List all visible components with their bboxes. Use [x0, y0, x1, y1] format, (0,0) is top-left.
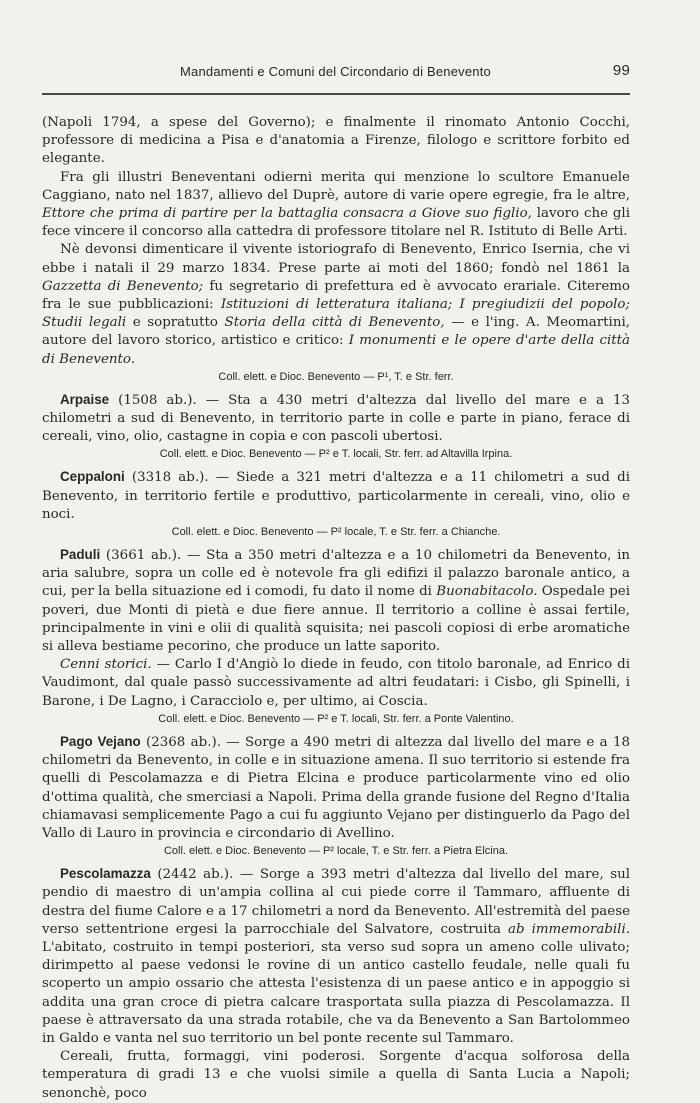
- entry-text: — Carlo I d'Angiò lo diede in feudo, con titolo baronale, ad Enrico di Vaudimont, dal quale passò successivamente ad altri feudatari: i Cisbo, gli Spinelli, i Barone, i De Lagno, i Caracciolo e, per ultimo, ai Coscia.: [42, 657, 630, 709]
- entry-pescolamazza: [42, 865, 630, 1048]
- publication-title: Gazzetta di Benevento;: [42, 278, 204, 294]
- header-title: Mandamenti e Comuni del Circondario di Benevento: [180, 64, 491, 79]
- entry-text: Ospedale pei poveri, due Monti di pietà e due fiere annue. Il territorio a colline è assai fertile, principalmente in vini e olii di qualità squisita; nei pascoli copiosi di erbe aromatiche si alleva bestiame pecorino, che produce un latte saporito.: [42, 584, 630, 655]
- comune-name: Pescolamazza: [60, 866, 151, 882]
- comune-name: Arpaise: [60, 391, 110, 407]
- page-number: 99: [612, 62, 630, 79]
- entry-text: (3661 ab.). — Sta a 350 metri d'altezza e a 10 chilometri da Benevento, in aria salubre, sopra un colle ed è notevole fra gli edifizi il palazzo baronale antico, a cui, per la bella situazione ed i comodi, fu dato il nome di: [42, 548, 630, 600]
- collegio-note: Coll. elett. e Dioc. Benevento — P² e T. locali, Str. ferr. a Ponte Valentino.: [158, 712, 514, 725]
- intro-paragraph-2: [42, 169, 630, 242]
- place-name: Buonabitacolo.: [436, 584, 538, 600]
- collegio-note: Coll. elett. e Dioc. Benevento — P¹, T. e Str. ferr.: [218, 370, 454, 383]
- intro-paragraph-1: (Napoli 1794, a spese del Governo); e finalmente il rinomato Antonio Cocchi, professore di medicina a Pisa e d'anatomia a Firenze, filologo e scrittore forbito ed elegante.: [42, 115, 630, 167]
- intro-paragraph-3: [42, 241, 630, 368]
- entry-paduli: [42, 546, 630, 656]
- entry-text: L'abitato, costruito in tempi posteriori, sta verso sud sopra un ameno colle ulivato; dirimpetto al paese vedonsi le rovine di un antico castello feudale, nelle quali fu scoperto un ampio ossario che attesta l'esistenza di un paese antico e in appoggio si addita una gran croce di pietra calcare trasportata sulla piazza di Pescolamazza. Il paese è attraversato da una strada rotabile, che va da Benevento a San Bartolommeo in Galdo e vanta nel suo territorio un bel ponte recente sul Tammaro.: [42, 939, 630, 1046]
- comune-name: Paduli: [60, 547, 101, 563]
- entry-text: (3318 ab.). — Siede a 321 metri d'altezza e a 11 chilometri a sud di Benevento, in territorio fertile e produttivo, particolarmente in cereali, vino, olio e noci.: [42, 470, 630, 522]
- collegio-note: Coll. elett. e Dioc. Benevento — P² locale, T. e Str. ferr. a Pietra Elcina.: [163, 845, 508, 858]
- artwork-title: Ettore che prima di partire per la battaglia consacra a Giove suo figlio,: [42, 206, 532, 222]
- entry-text: (2368 ab.). — Sorge a 490 metri di altezza dal livello del mare e a 18 chilometri da Benevento, in colle e in situazione amena. Il suo territorio si estende fra quelli di Pescolamazza e di Pietra Elcina e produce particolarmente vino ed olio d'ottima qualità, che smerciasi a Napoli. Prima della grande fusione del Regno d'Italia chiamavasi semplicemente Pago a cui fu aggiunto Vejano per distinguerlo da Pago del Vallo di Lauro in provincia e circondario di Avellino.: [42, 734, 630, 841]
- publication-title: Istituzioni di letteratura italiana; I pregiudizii del popolo; Studii legali: [42, 297, 631, 331]
- page-body: [42, 114, 630, 1103]
- text-run: fu segretario di prefettura ed è avvocato erariale. Citeremo fra le sue pubblicazioni:: [42, 278, 630, 313]
- text-run: — e l'ing. A. Meomartini, autore del lavoro storico, artistico e critico:: [42, 315, 630, 349]
- text-run: lavoro che gli fece vincere il concorso alla cattedra di professore titolare nel R. Istituto di Belle Arti.: [42, 206, 631, 240]
- paduli-cenni-storici: [42, 656, 630, 711]
- latin-phrase: ab immemorabili.: [507, 921, 631, 937]
- pescolamazza-paragraph-2: Cereali, frutta, formaggi, vini poderosi. Sorgente d'acqua solforosa della temperatura di gradi 13 e che vuolsi simile a quella di Santa Lucia a Napoli; senonchè, poco: [42, 1049, 630, 1101]
- entry-pago-vejano: [42, 733, 630, 843]
- collegio-note: Coll. elett. e Dioc. Benevento — P² locale, T. e Str. ferr. a Chianche.: [171, 526, 501, 539]
- comune-name: Pago Vejano: [60, 733, 141, 749]
- collegio-note: Coll. elett. e Dioc. Benevento — P² e T. locali, Str. ferr. ad Altavilla Irpina.: [159, 448, 513, 461]
- text-run: Fra gli illustri Beneventani odierni merita qui menzione lo scultore Emanuele Caggiano, nato nel 1837, allievo del Duprè, autore di varie opere egregie, fra le altre,: [42, 169, 630, 203]
- publication-title: Storia della città di Benevento,: [224, 315, 445, 331]
- section-label: Cenni storici.: [60, 657, 152, 673]
- entry-text: (1508 ab.). — Sta a 430 metri d'altezza dal livello del mare e a 13 chilometri a sud di Benevento, in territorio parte in colle e parte in piano, ferace di cereali, vino, olio, castagne in copia e con pascoli ubertosi.: [42, 392, 630, 445]
- text-run: e sopratutto: [126, 315, 225, 331]
- entry-ceppaloni: [42, 468, 630, 524]
- comune-name: Ceppaloni: [60, 469, 125, 485]
- header-rule: [42, 93, 630, 95]
- publication-title: I monumenti e le opere d'arte della città di Benevento.: [42, 333, 630, 367]
- entry-text: (2442 ab.). — Sorge a 393 metri d'altezza dal livello del mare, sul pendio di maestro di un'ampia collina al cui piede corre il Tammaro, affluente di destra del fiume Calore e a 17 chilometri a nord da Benevento. All'estremità del paese verso settentrione ergesi la parrocchiale del Salvatore, costruita: [42, 867, 630, 937]
- text-run: Nè devonsi dimenticare il vivente istoriografo di Benevento, Enrico Isernia, che vi ebbe i natali il 29 marzo 1834. Prese parte ai moti del 1860; fondò nel 1861 la: [42, 242, 630, 276]
- entry-arpaise: [42, 391, 630, 447]
